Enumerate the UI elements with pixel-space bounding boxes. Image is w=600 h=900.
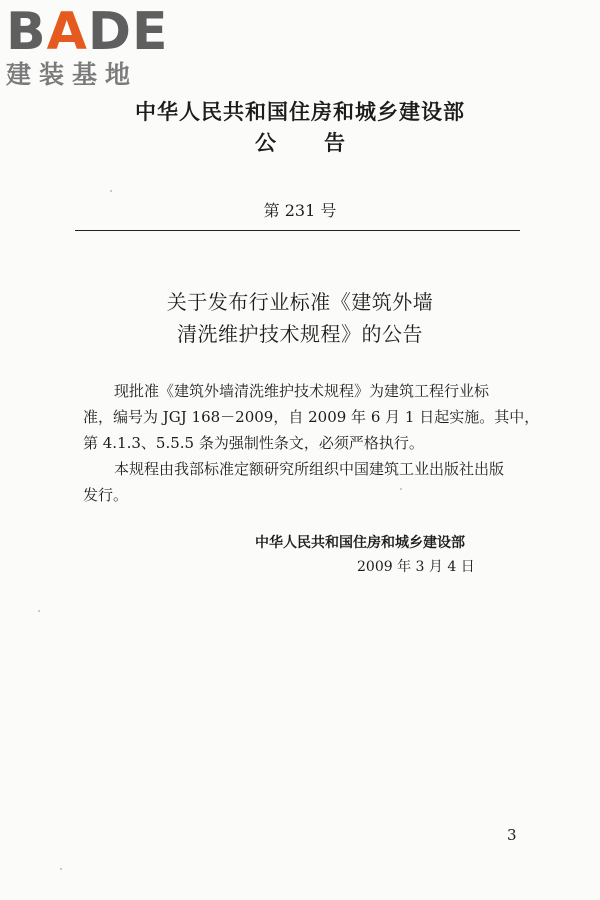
scan-speck [400, 488, 402, 490]
body-line: 准，编号为 JGJ 168－2009，自 2009 年 6 月 1 日起实施。其中， [83, 408, 540, 426]
body-line: 第 4.1.3、5.5.5 条为强制性条文，必须严格执行。 [83, 434, 424, 452]
bade-logo [6, 2, 169, 90]
logo-brand: BADE [6, 2, 169, 62]
ministry-heading: 中华人民共和国住房和城乡建设部 [135, 99, 465, 124]
scan-speck [38, 610, 40, 612]
scan-speck [60, 868, 62, 870]
body-line: 本规程由我部标准定额研究所组织中国建筑工业出版社出版 [114, 460, 505, 478]
body-line: 现批准《建筑外墙清洗维护技术规程》为建筑工程行业标 [114, 382, 490, 400]
logo-subtitle: 建装基地 [6, 60, 139, 89]
document-title-line-1: 关于发布行业标准《建筑外墙 [166, 290, 434, 314]
notice-heading: 公 告 [255, 130, 345, 155]
body-line: 发行。 [83, 486, 129, 504]
signature-date: 2009 年 3 月 4 日 [357, 559, 475, 575]
page-number: 3 [507, 826, 517, 844]
document-title-line-2: 清洗维护技术规程》的公告 [177, 322, 423, 346]
notice-number: 第 231 号 [263, 201, 337, 220]
signature-organization: 中华人民共和国住房和城乡建设部 [255, 535, 465, 551]
scan-speck [110, 190, 112, 192]
divider [75, 230, 520, 231]
